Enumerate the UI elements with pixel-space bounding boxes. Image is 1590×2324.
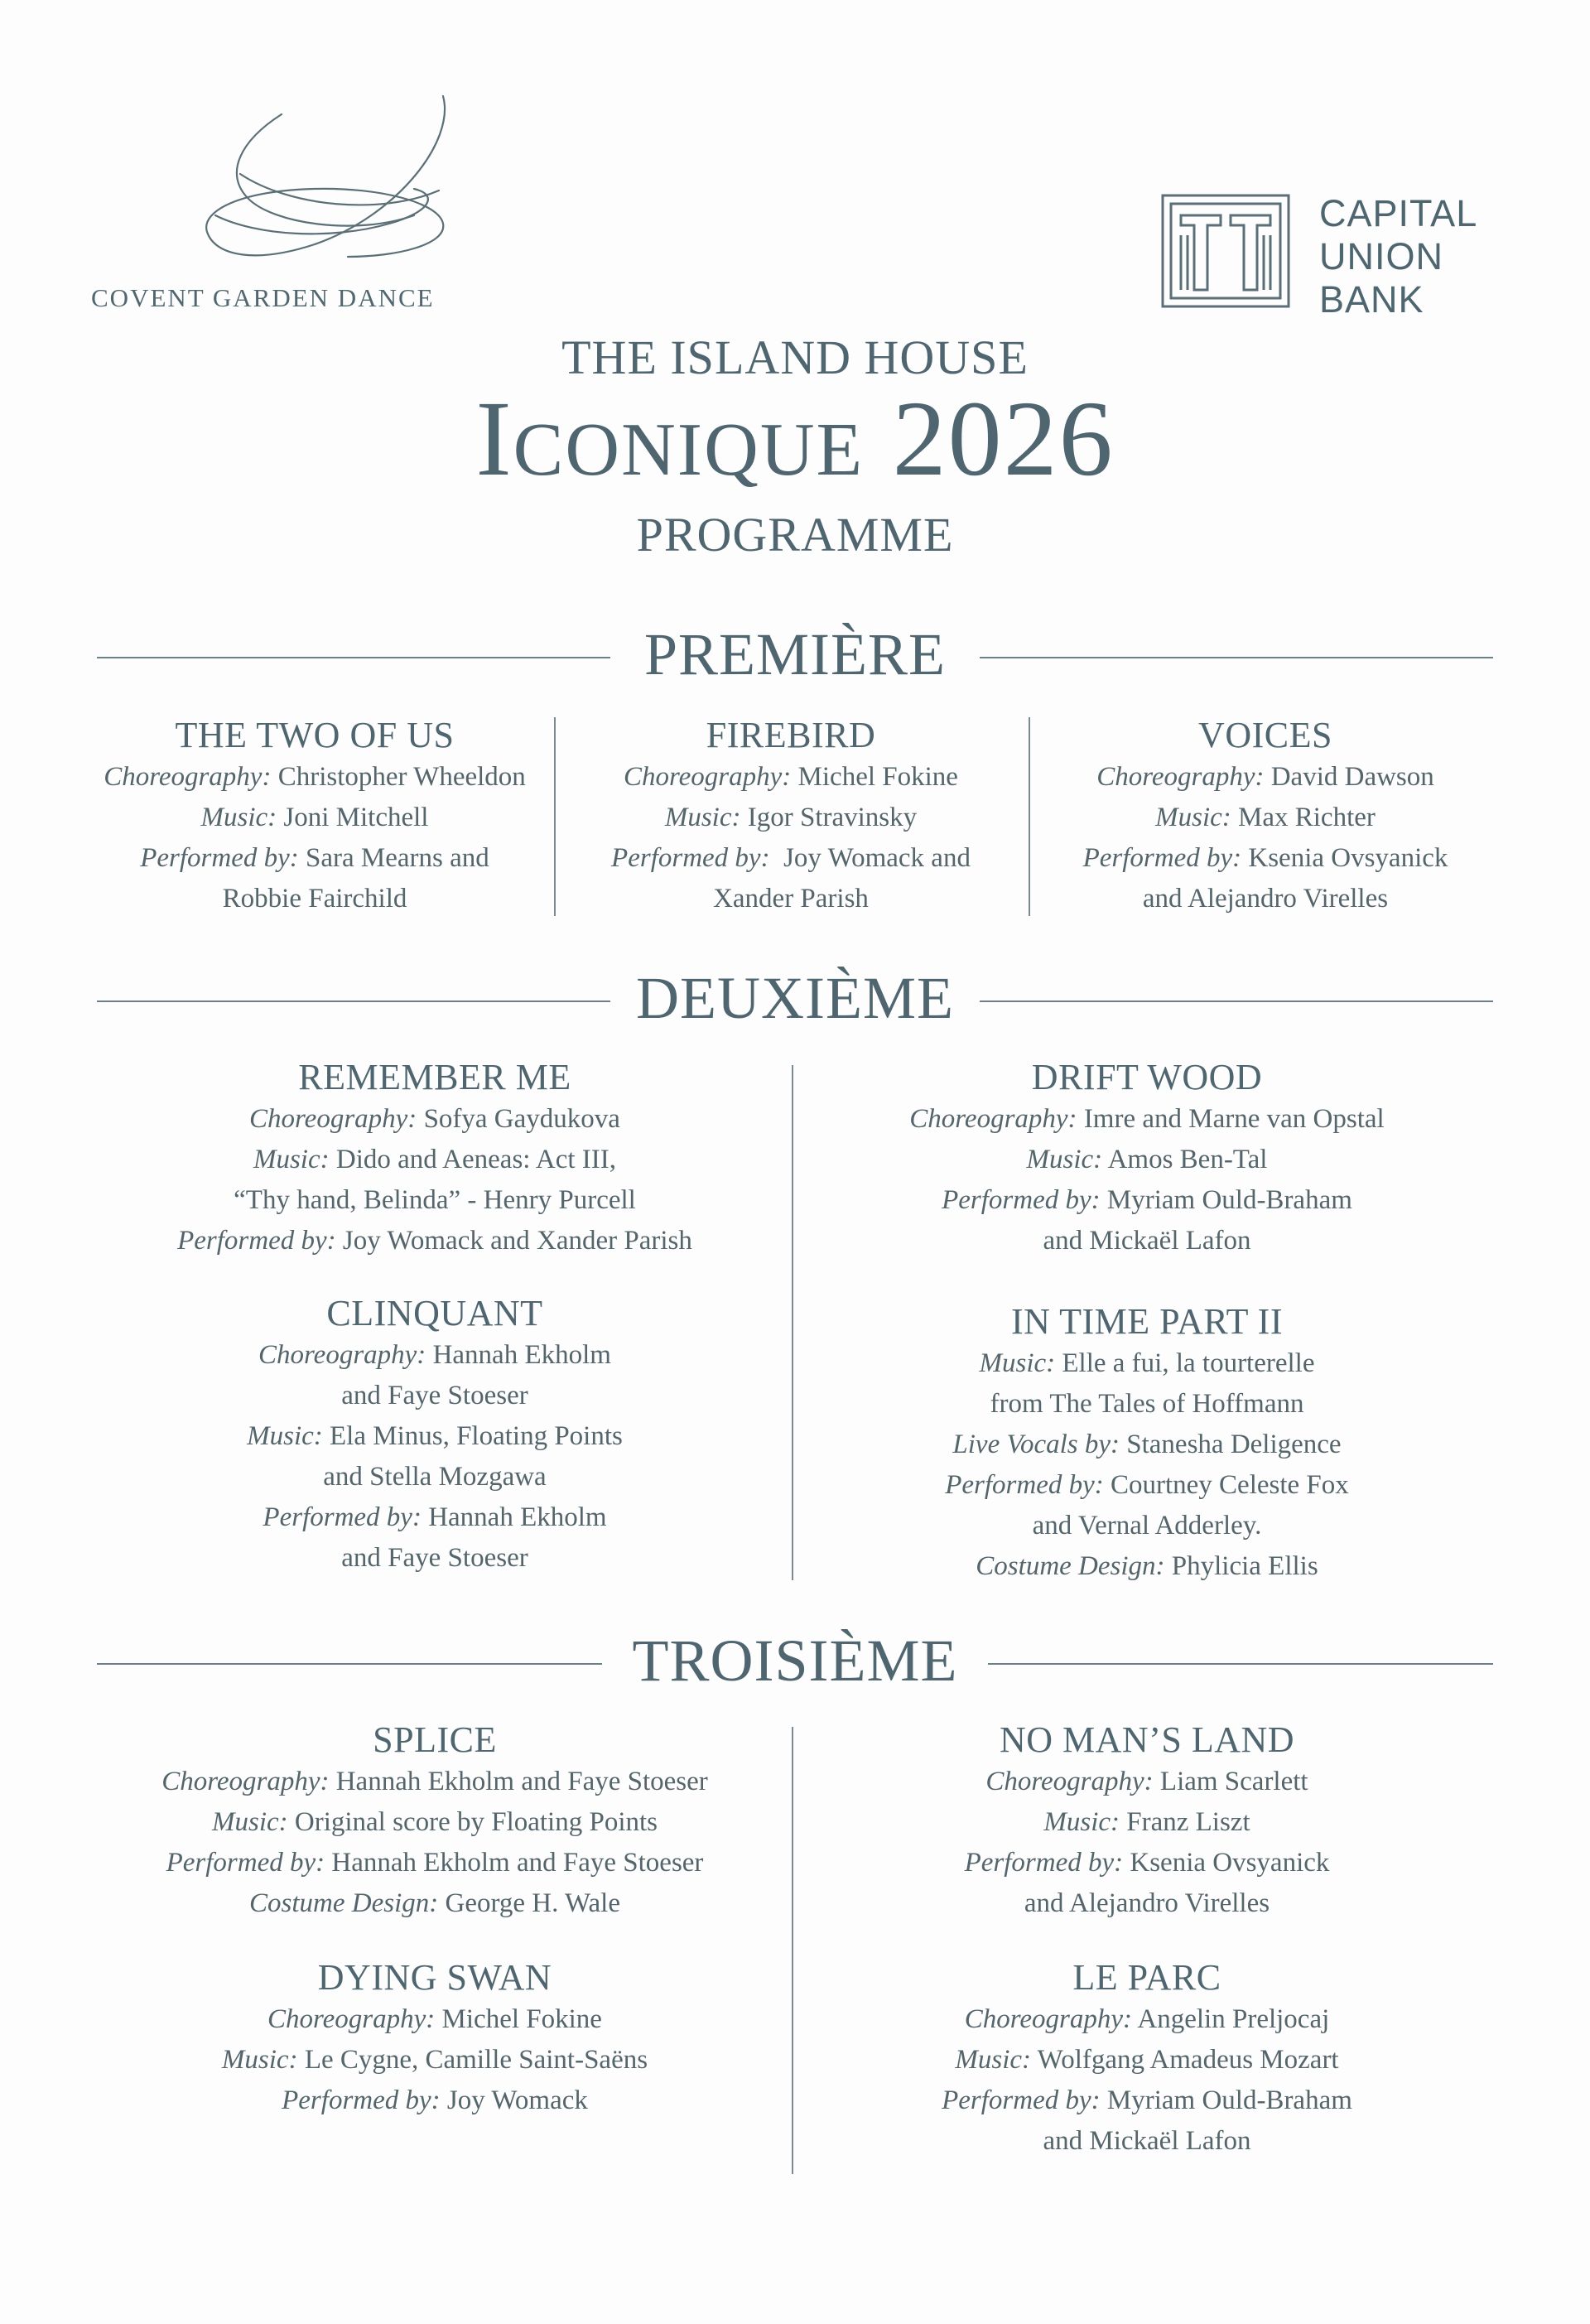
credit-label: Live Vocals by: — [952, 1430, 1120, 1459]
credit-line — [820, 1802, 1474, 1843]
credit-line — [559, 838, 1023, 879]
credit-value: and Vernal Adderley. — [1032, 1511, 1262, 1540]
credit-label: Performed by: — [942, 1185, 1101, 1215]
credit-line — [108, 1497, 762, 1538]
column-divider — [792, 1065, 793, 1580]
column-divider — [1029, 717, 1030, 916]
credit-label: Choreography: — [909, 1104, 1077, 1134]
credit-value: Igor Stravinsky — [740, 803, 918, 832]
credit-label: Performed by: — [282, 2085, 441, 2115]
credit-value: from The Tales of Hoffmann — [990, 1389, 1304, 1419]
credit-value: David Dawson — [1264, 762, 1434, 792]
credit-value: Elle a fui, la tourterelle — [1055, 1348, 1315, 1378]
credit-line — [820, 2040, 1474, 2081]
credit-label: Music: — [253, 1145, 330, 1174]
credit-line — [83, 838, 547, 879]
credit-value: and Alejandro Virelles — [1024, 1888, 1270, 1918]
venue-title: THE ISLAND HOUSE — [561, 330, 1029, 384]
covent-garden-dance-logo — [91, 91, 455, 319]
piece — [820, 1956, 1474, 2162]
credit-value: Michel Fokine — [435, 2004, 602, 2034]
credit-value: Hannah Ekholm and Faye Stoeser — [325, 1848, 704, 1878]
credit-line — [820, 1140, 1474, 1180]
piece-title: REMEMBER ME — [298, 1057, 571, 1097]
credit-label: Costume Design: — [976, 1551, 1165, 1581]
credit-line — [820, 1221, 1474, 1261]
piece-title: THE TWO OF US — [175, 715, 455, 755]
credit-line — [108, 2081, 762, 2121]
credit-label: Music: — [247, 1421, 323, 1451]
credit-label: Music: — [211, 1807, 288, 1837]
piece — [108, 1056, 762, 1261]
credit-label: Choreography: — [964, 2004, 1132, 2034]
credit-line — [820, 1425, 1474, 1465]
piece — [820, 1719, 1474, 1924]
covent-garden-dance-name: COVENT GARDEN DANCE — [91, 283, 435, 312]
event-title: Iconique 2026 — [475, 379, 1115, 499]
credit-label: Performed by: — [1082, 843, 1242, 873]
credit-value: and Faye Stoeser — [341, 1381, 528, 1410]
credit-label: Costume Design: — [249, 1888, 439, 1918]
piece-title: NO MAN’S LAND — [999, 1719, 1295, 1760]
credit-label: Performed by: — [166, 1848, 325, 1878]
credit-line — [820, 1506, 1474, 1546]
credit-value: Liam Scarlett — [1153, 1767, 1308, 1796]
credit-value: “Thy hand, Belinda” - Henry Purcell — [234, 1185, 636, 1215]
credit-line — [1034, 838, 1497, 879]
piece-title: LE PARC — [1072, 1957, 1221, 1998]
credit-line — [108, 1762, 762, 1802]
credit-value: Imre and Marne van Opstal — [1077, 1104, 1385, 1134]
credit-line — [108, 1416, 762, 1457]
credit-value: and Mickaël Lafon — [1043, 2126, 1251, 2156]
credit-line — [820, 1465, 1474, 1506]
piece-title: CLINQUANT — [326, 1293, 543, 1333]
credit-line — [820, 1762, 1474, 1802]
credit-line — [108, 1802, 762, 1843]
credit-value: Joy Womack — [440, 2085, 588, 2115]
section-heading-troisieme — [97, 1623, 1493, 1698]
credit-value: Hannah Ekholm — [421, 1502, 607, 1532]
divider-rule — [980, 1000, 1493, 1002]
credit-line — [83, 798, 547, 838]
credit-line — [108, 1335, 762, 1376]
credit-value: Hannah Ekholm and Faye Stoeser — [329, 1767, 708, 1796]
section-title: DEUXIÈME — [636, 965, 954, 1031]
piece — [1034, 714, 1497, 919]
credit-label: Music: — [979, 1348, 1056, 1378]
credit-value: Hannah Ekholm — [426, 1340, 611, 1370]
section-title: PREMIÈRE — [643, 621, 947, 687]
piece — [559, 714, 1023, 919]
piece-title: DYING SWAN — [317, 1957, 552, 1998]
credit-line — [108, 1843, 762, 1883]
credit-label: Performed by: — [964, 1848, 1124, 1878]
credit-line — [1034, 798, 1497, 838]
credit-value: and Faye Stoeser — [341, 1543, 528, 1573]
credit-label: Music: — [664, 803, 741, 832]
piece — [108, 1719, 762, 1924]
credit-value: Myriam Ould-Braham — [1100, 1185, 1352, 1215]
credit-line — [108, 2040, 762, 2081]
credit-value: Phylicia Ellis — [1164, 1551, 1318, 1581]
credit-line — [108, 1099, 762, 1140]
credit-line — [1034, 757, 1497, 798]
credit-value: Sofya Gaydukova — [417, 1104, 620, 1134]
credit-line — [83, 757, 547, 798]
credit-value: Original score by Floating Points — [287, 1807, 658, 1837]
credit-line — [108, 1538, 762, 1579]
credit-line — [108, 1376, 762, 1416]
piece-title: IN TIME PART II — [1011, 1301, 1283, 1342]
credit-value: Joy Womack and — [769, 843, 971, 873]
capital-union-bank-name — [1319, 192, 1501, 321]
credit-line — [559, 798, 1023, 838]
credit-line — [820, 1099, 1474, 1140]
credit-value: Ksenia Ovsyanick — [1123, 1848, 1330, 1878]
credit-value: Sara Mearns and — [298, 843, 489, 873]
credit-value: Le Cygne, Camille Saint-Saëns — [297, 2045, 648, 2075]
credit-label: Choreography: — [104, 762, 272, 792]
credit-label: Music: — [1026, 1145, 1103, 1174]
credit-label: Choreography: — [624, 762, 792, 792]
column-divider — [792, 1727, 793, 2174]
bank-name-line: CAPITAL — [1319, 192, 1478, 234]
credit-label: Choreography: — [267, 2004, 436, 2034]
credit-value: Max Richter — [1231, 803, 1376, 832]
credit-label: Performed by: — [611, 843, 770, 873]
credit-line — [559, 757, 1023, 798]
bank-name-line: UNION — [1319, 235, 1443, 277]
credit-line — [820, 1180, 1474, 1221]
credit-line — [108, 1140, 762, 1180]
piece — [83, 714, 547, 919]
credit-value: Courtney Celeste Fox — [1103, 1470, 1349, 1500]
credit-line — [559, 879, 1023, 919]
credit-label: Performed by: — [942, 2085, 1101, 2115]
credit-label: Music: — [1043, 1807, 1120, 1837]
credit-label: Music: — [221, 2045, 298, 2075]
credit-value: George H. Wale — [438, 1888, 620, 1918]
credit-value: Dido and Aeneas: Act III, — [329, 1145, 617, 1174]
credit-label: Choreography: — [985, 1767, 1154, 1796]
credit-line — [820, 1384, 1474, 1425]
piece-title: DRIFT WOOD — [1031, 1057, 1263, 1097]
column-divider — [554, 717, 556, 916]
bank-emblem-icon — [1159, 192, 1292, 310]
piece-title: FIREBIRD — [706, 715, 876, 755]
credit-value: and Mickaël Lafon — [1043, 1226, 1251, 1256]
credit-value: Christopher Wheeldon — [271, 762, 526, 792]
section-heading-premiere — [97, 617, 1493, 692]
credit-value: Ela Minus, Floating Points — [322, 1421, 623, 1451]
credit-label: Music: — [200, 803, 277, 832]
swirl-logo-icon — [190, 91, 455, 282]
credit-label: Performed by: — [140, 843, 299, 873]
credit-value: Amos Ben-Tal — [1102, 1145, 1268, 1174]
programme-subtitle: PROGRAMME — [636, 508, 954, 562]
credit-label: Music: — [955, 2045, 1032, 2075]
credit-line — [820, 1343, 1474, 1384]
credit-value: Robbie Fairchild — [222, 884, 407, 914]
credit-line — [83, 879, 547, 919]
piece — [820, 1300, 1474, 1587]
piece-title: SPLICE — [373, 1719, 497, 1760]
section-title: TROISIÈME — [632, 1627, 958, 1694]
credit-value: Myriam Ould-Braham — [1100, 2085, 1352, 2115]
piece — [108, 1956, 762, 2121]
divider-rule — [988, 1663, 1493, 1665]
credit-value: Stanesha Deligence — [1120, 1430, 1342, 1459]
credit-value: Wolfgang Amadeus Mozart — [1031, 2045, 1339, 2075]
credit-label: Performed by: — [177, 1226, 336, 1256]
credit-label: Choreography: — [161, 1767, 330, 1796]
credit-value: Joni Mitchell — [277, 803, 429, 832]
credit-value: Angelin Preljocaj — [1131, 2004, 1330, 2034]
credit-line — [820, 1883, 1474, 1924]
capital-union-bank-logo — [1159, 192, 1507, 321]
credit-line — [108, 1999, 762, 2040]
credit-line — [820, 2121, 1474, 2162]
credit-value: and Alejandro Virelles — [1142, 884, 1389, 914]
credit-value: Michel Fokine — [791, 762, 958, 792]
piece-title: VOICES — [1198, 715, 1332, 755]
credit-label: Choreography: — [1096, 762, 1265, 792]
credit-line — [820, 1546, 1474, 1587]
credit-line — [820, 1999, 1474, 2040]
credit-line — [108, 1180, 762, 1221]
credit-label: Music: — [1155, 803, 1231, 832]
credit-label: Performed by: — [945, 1470, 1104, 1500]
credit-label: Choreography: — [258, 1340, 426, 1370]
credit-value: Ksenia Ovsyanick — [1241, 843, 1448, 873]
credit-line — [820, 2081, 1474, 2121]
section-heading-deuxieme — [97, 961, 1493, 1035]
divider-rule — [980, 657, 1493, 658]
credit-value: Joy Womack and Xander Parish — [335, 1226, 692, 1256]
credit-line — [108, 1883, 762, 1924]
credit-line — [108, 1457, 762, 1497]
credit-label: Performed by: — [263, 1502, 422, 1532]
credit-value: Xander Parish — [713, 884, 869, 914]
credit-value: Franz Liszt — [1120, 1807, 1250, 1837]
credit-line — [820, 1843, 1474, 1883]
credit-value: and Stella Mozgawa — [323, 1462, 547, 1492]
piece — [820, 1056, 1474, 1261]
credit-line — [108, 1221, 762, 1261]
bank-name-line: BANK — [1319, 278, 1424, 321]
credit-line — [1034, 879, 1497, 919]
credit-label: Choreography: — [249, 1104, 417, 1134]
piece — [108, 1292, 762, 1579]
